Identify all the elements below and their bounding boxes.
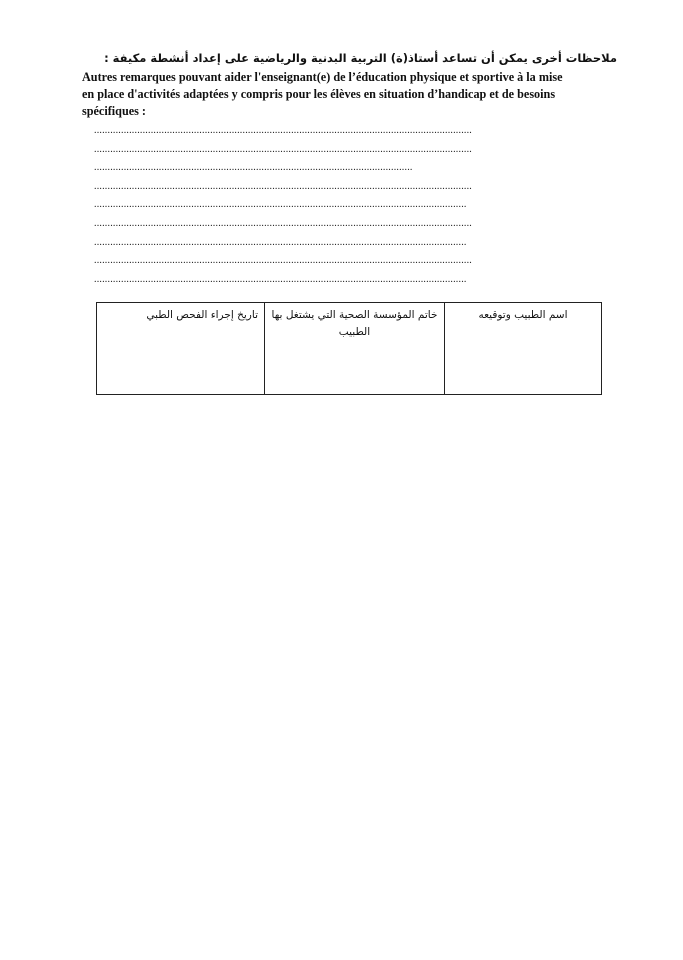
institution-stamp-label: خاتم المؤسسة الصحية التي يشتغل بها الطبيب [271,309,438,338]
table-row [97,303,602,395]
medical-signature-table [96,302,602,395]
dotted-line-4[interactable]: ............................................................................................................................................ [94,180,472,192]
dotted-line-8[interactable]: ............................................................................................................................................ [94,255,472,267]
french-heading-line-1: Autres remarques pouvant aider l'enseignant(e) de l’éducation physique et sportive à la mise [82,70,563,84]
institution-stamp-cell[interactable] [265,303,445,395]
remarks-dotted-lines [94,122,604,289]
doctor-name-signature-cell[interactable] [445,303,602,395]
doctor-name-signature-label: اسم الطبيب وتوقيعه [478,309,568,321]
french-heading-line-2: en place d'activités adaptées y compris pour les élèves en situation d’handicap et de besoins [82,87,556,101]
arabic-heading: ملاحظات أخرى يمكن أن تساعد أستاذ(ة) التربية البدنية والرياضية على إعداد أنشطة مكيفة : [104,51,617,65]
dotted-line-3[interactable]: ...................................................................................................................... [94,162,413,174]
dotted-line-7[interactable]: .......................................................................................................................................... [94,236,467,248]
dotted-line-5[interactable]: .......................................................................................................................................... [94,199,467,211]
dotted-line-2[interactable]: ............................................................................................................................................ [94,143,472,155]
exam-date-label: تاريخ إجراء الفحص الطبي [146,309,258,321]
french-heading [82,69,622,120]
dotted-line-9[interactable]: .......................................................................................................................................... [94,273,467,285]
french-heading-line-3: spécifiques : [82,104,146,118]
exam-date-cell[interactable] [97,303,265,395]
dotted-line-6[interactable]: ............................................................................................................................................ [94,217,472,229]
dotted-line-1[interactable]: ............................................................................................................................................ [94,125,472,136]
